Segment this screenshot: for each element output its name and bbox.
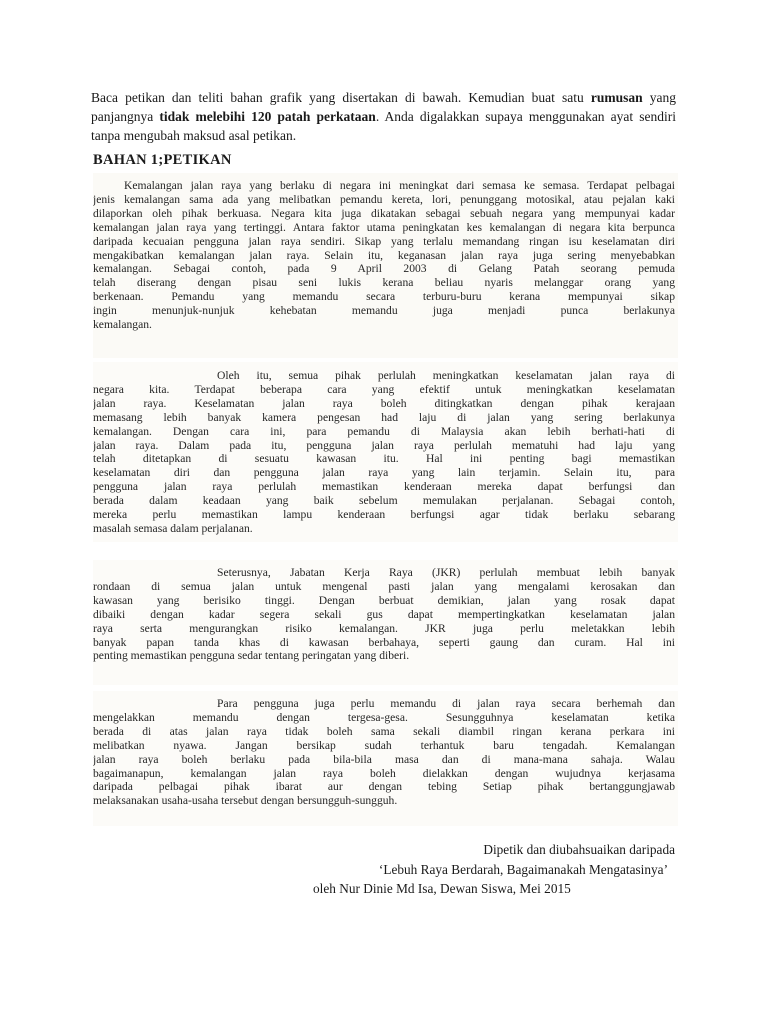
passage-line: melaksanakan usaha-usaha tersebut dengan bersungguh-sungguh. xyxy=(93,794,398,808)
passage-paragraph-2 xyxy=(93,369,675,536)
passage-line: jalan raya boleh berlaku pada bila-bila masa dan di mana-mana sahaja. Walau xyxy=(93,752,675,766)
passage-line: bagaimanapun, kemalangan jalan raya boleh dielakkan dengan wujudnya kerjasama xyxy=(93,766,675,780)
passage-line: kemalangan. Sebagai contoh, pada 9 April 2003 di Gelang Patah seorang pemuda xyxy=(93,262,675,276)
citation-source-line: Dipetik dan diubahsuaikan daripada xyxy=(483,842,675,857)
passage-line: banyak papan tanda khas di kawasan berbahaya, seperti gaung dan curam. Hal ini xyxy=(93,635,675,649)
citation-author-line: oleh Nur Dinie Md Isa, Dewan Siswa, Mei 2015 xyxy=(313,881,571,896)
passage-line: memasang lebih banyak kamera pengesan had laju di jalan yang sering berlakunya xyxy=(93,410,675,424)
passage-line: negara kita. Terdapat beberapa cara yang efektif untuk meningkatkan keselamatan xyxy=(93,382,675,396)
instruction-part-1: Baca petikan dan teliti bahan grafik yang disertakan di bawah. Kemudian buat satu xyxy=(91,90,591,105)
passage-line: Para pengguna juga perlu memandu di jalan raya secara berhemah dan xyxy=(217,697,675,710)
passage-line: keselamatan diri dan pengguna jalan raya yang lain terjamin. Selain itu, para xyxy=(93,466,675,480)
passage-line: masalah semasa dalam perjalanan. xyxy=(93,521,253,535)
passage-paragraph-4 xyxy=(93,697,675,808)
passage-line: mengakibatkan kemalangan jalan raya. Selain itu, keganasan jalan raya juga sering menyebabkan xyxy=(93,248,675,262)
passage-line: raya serta mengurangkan risiko kemalangan. JKR juga perlu meletakkan lebih xyxy=(93,621,675,635)
passage-line: berada di atas jalan raya tidak boleh sama sekali diambil ringan kerana perkara ini xyxy=(93,724,675,738)
passage-line: pengguna jalan raya perlulah memastikan kenderaan mereka dapat berfungsi dan xyxy=(93,480,675,494)
passage-line: kemalangan. xyxy=(93,318,152,332)
passage-line: ingin menunjuk-nunjuk kehebatan memandu juga menjadi punca berlakunya xyxy=(93,304,675,318)
citation-title-line: ‘Lebuh Raya Berdarah, Bagaimanakah Mengatasinya’ xyxy=(378,862,668,877)
passage-line: daripada kecuaian pengguna jalan raya sendiri. Sikap yang terlalu memandang ringan isu keselamatan diri xyxy=(93,234,675,248)
passage-line: telah ditetapkan di sesuatu kawasan itu. Hal ini penting bagi memastikan xyxy=(93,452,675,466)
passage-paragraph-3 xyxy=(93,566,675,663)
passage-line: rondaan di semua jalan untuk mengenal pasti jalan yang mengalami kerosakan dan xyxy=(93,579,675,593)
passage-line: dilaporkan oleh pihak berkuasa. Negara kita juga dikatakan sebagai sebuah negara yang mempunyai kadar xyxy=(93,206,675,220)
passage-line: jalan raya. Dalam pada itu, pengguna jalan raya perlulah mematuhi had laju yang xyxy=(93,438,675,452)
passage-line: penting memastikan pengguna sedar tentang peringatan yang diberi. xyxy=(93,649,410,663)
passage-line: kemalangan. Dengan cara ini, para pemandu di Malaysia akan lebih berhati-hati di xyxy=(93,424,675,438)
passage-line: berkenaan. Pemandu yang memandu secara terburu-buru kerana mempunyai sikap xyxy=(93,290,675,304)
section-heading: BAHAN 1;PETIKAN xyxy=(93,152,232,168)
passage-line: berada dalam keadaan yang baik sebelum memulakan perjalanan. Sebagai contoh, xyxy=(93,494,675,508)
passage-line: melibatkan nyawa. Jangan bersikap sudah terhantuk baru tengadah. Kemalangan xyxy=(93,738,675,752)
instruction-bold-word-limit: tidak melebihi 120 patah perkataan xyxy=(159,109,376,124)
passage-line: daripada pelbagai pihak ibarat aur dengan tebing Setiap pihak bertanggungjawab xyxy=(93,780,675,794)
instruction-part-2: yang panjangnya xyxy=(91,90,676,124)
instruction-text xyxy=(91,88,676,145)
passage-line: mereka perlu memastikan lampu kenderaan berfungsi agar tidak berlaku sebarang xyxy=(93,508,675,522)
passage-line: dibaiki dengan kadar segera sekali gus dapat mempertingkatkan keselamatan jalan xyxy=(93,607,675,621)
instruction-bold-rumusan: rumusan xyxy=(590,90,643,105)
passage-line: kawasan yang berisiko tinggi. Dengan berbuat demikian, jalan yang rosak dapat xyxy=(93,593,675,607)
instruction-part-3: . Anda digalakkan supaya menggunakan ayat sendiri tanpa mengubah maksud asal petikan. xyxy=(91,109,677,143)
passage-line: mengelakkan memandu dengan tergesa-gesa. Sesungguhnya keselamatan ketika xyxy=(93,710,675,724)
passage-line: kemalangan jalan raya yang tertinggi. Antara faktor utama peningkatan kes kemalangan di negara kita berpunca xyxy=(93,220,675,234)
passage-paragraph-1 xyxy=(93,179,675,332)
passage-line: Kemalangan jalan raya yang berlaku di negara ini meningkat dari semasa ke semasa. Terdapat pelbagai xyxy=(124,179,675,192)
passage-line: Oleh itu, semua pihak perlulah meningkatkan keselamatan jalan raya di xyxy=(217,369,675,382)
passage-line: Seterusnya, Jabatan Kerja Raya (JKR) perlulah membuat lebih banyak xyxy=(217,566,675,579)
passage-line: jenis kemalangan sama ada yang melibatkan pemandu kereta, lori, penunggang motosikal, atau pejalan kaki xyxy=(93,192,675,206)
passage-line: jalan raya. Keselamatan jalan raya boleh ditingkatkan dengan pihak kerajaan xyxy=(93,396,675,410)
passage-line: telah diserang dengan pisau seni lukis kerana beliau nyaris melanggar orang yang xyxy=(93,276,675,290)
